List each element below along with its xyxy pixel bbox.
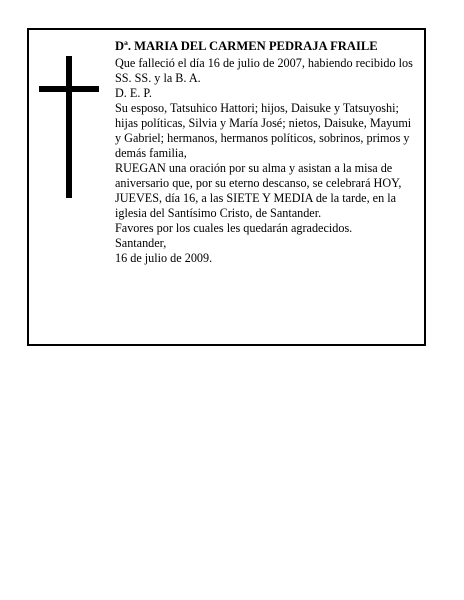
cross-horizontal-bar <box>39 86 99 92</box>
rip-line: D. E. P. <box>115 86 152 100</box>
death-statement: Que falleció el día 16 de julio de 2007, habiendo recibido los SS. SS. y la B. A. <box>115 56 413 85</box>
obituary-notice <box>27 28 426 346</box>
deceased-name: Dª. MARIA DEL CARMEN PEDRAJA FRAILE <box>115 39 378 53</box>
family-list: Su esposo, Tatsuhico Hattori; hijos, Daisuke y Tatsuyoshi; hijas políticas, Silvia y María José; nietos, Daisuke, Mayumi y Gabriel; hermanos, hermanos políticos, sobrinos, primos y demás familia, <box>115 101 412 160</box>
notice-text <box>115 39 415 266</box>
place-line: Santander, <box>115 236 167 250</box>
mass-request: RUEGAN una oración por su alma y asistan a la misa de aniversario que, por su eterno descanso, se celebrará HOY, JUEVES, día 16, a las SIETE Y MEDIA de la tarde, en la iglesia del Santísimo Cristo, de Santander. <box>115 161 402 220</box>
thanks-line: Favores por los cuales les quedarán agradecidos. <box>115 221 353 235</box>
cross-icon <box>39 56 99 198</box>
date-line: 16 de julio de 2009. <box>115 251 213 265</box>
cross-vertical-bar <box>66 56 72 198</box>
